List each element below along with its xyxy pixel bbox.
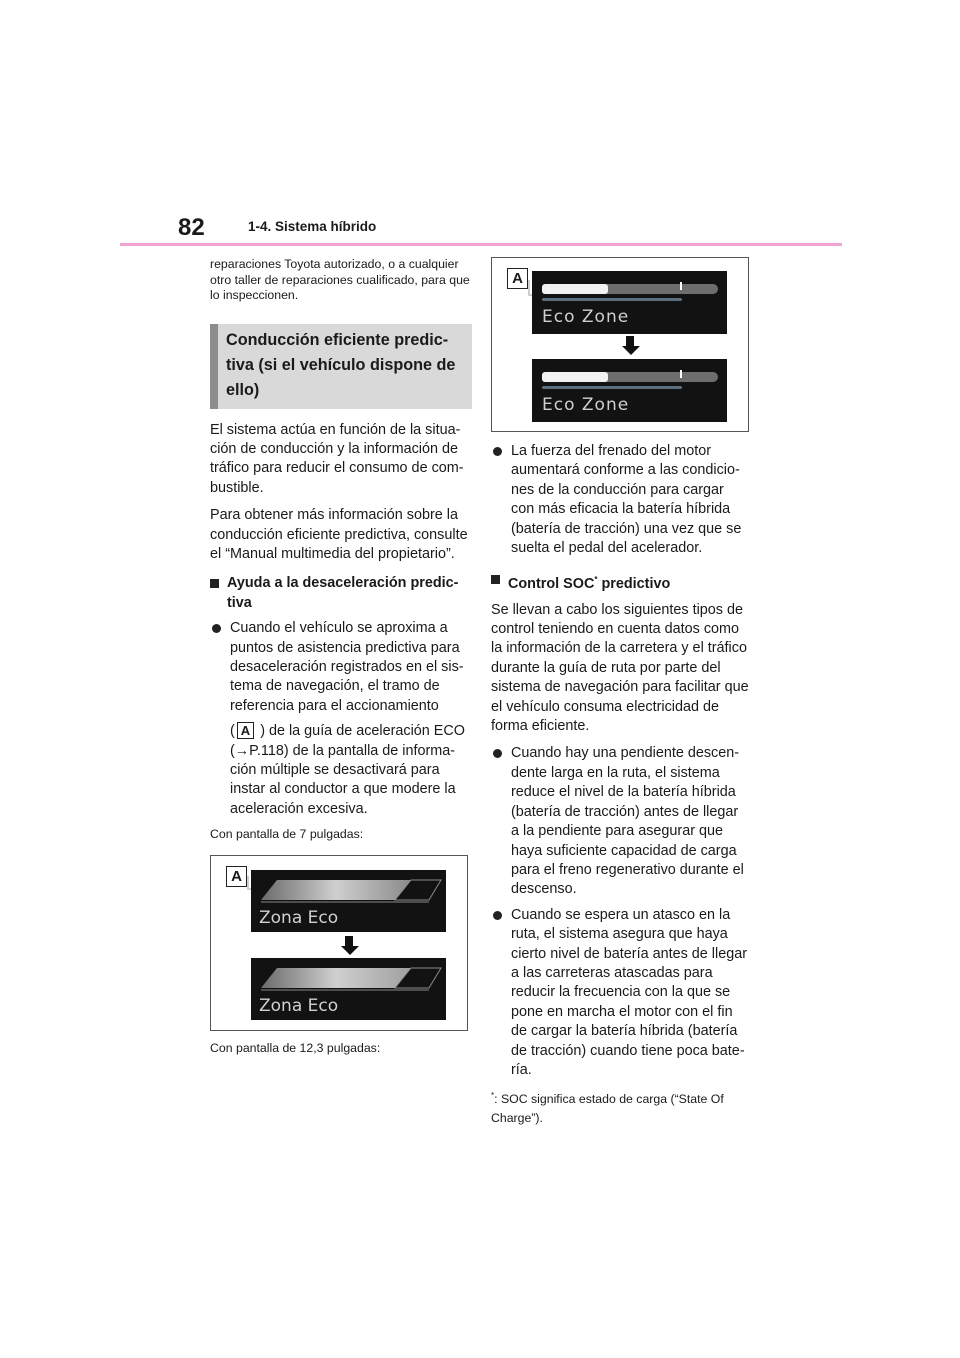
- subheading-soc: [491, 570, 749, 594]
- screen-after: [251, 958, 446, 1020]
- screen-text: Eco Zone: [542, 307, 630, 327]
- figure-label-a: A: [226, 866, 247, 887]
- square-bullet-icon: [491, 575, 500, 584]
- bullet-text-2: La fuerza del frenado del motor aumentará conforme a las condiciones de la conducción para cargar con más eficacia la batería híbrida (batería de tracción) una vez que se suelta el pedal del acelerador.: [511, 443, 742, 557]
- asterisk-mark: *: [594, 575, 598, 585]
- screen-before: [532, 271, 727, 334]
- paragraph-3: Se llevan a cabo los siguientes tipos de control teniendo en cuenta datos como la información de la carretera y el tráfico durante la guía de ruta por parte del sistema de navegación para facilitar que el vehículo consuma electricidad de forma eficiente.: [491, 601, 749, 735]
- bullet-text-1a: Cuando el vehículo se aproxima a puntos de asistencia predictiva para desaceleración registrados en el sistema de navegación, el tramo de referencia para el accionamiento: [230, 620, 464, 714]
- bullet-text-1b: ) de la guía de aceleración ECO (→P.118) de la pantalla de información múltiple se desactivará para instar al conductor a que modere la aceleración excesiva.: [230, 723, 465, 817]
- screen-after: [532, 359, 727, 422]
- page-number: 82: [178, 214, 205, 241]
- label-a-badge: A: [237, 722, 254, 739]
- figure-7in-display: [210, 855, 468, 1031]
- paragraph-2: Para obtener más información sobre la conducción eficiente predictiva, consulte el “Manual multimedia del propietario”.: [210, 507, 468, 562]
- screen-text: Eco Zone: [542, 395, 630, 415]
- footnote-mark: *: [491, 1091, 495, 1101]
- subheading-deceleration: [210, 574, 472, 613]
- left-column: [210, 257, 472, 1069]
- figure-label-a: A: [507, 268, 528, 289]
- figure-12in-display: [491, 257, 749, 432]
- subheading-text: Control SOC: [508, 576, 595, 593]
- callout-line: [528, 280, 530, 296]
- bullet-item: [491, 906, 749, 1081]
- screen-text: Zona Eco: [259, 908, 339, 929]
- footnote: [491, 1086, 749, 1128]
- down-arrow-icon: [622, 336, 638, 355]
- bullet-dot-icon: [493, 447, 502, 456]
- bullet-item: [210, 619, 472, 819]
- subheading-text: Ayuda a la desaceleración predictiva: [227, 575, 459, 611]
- down-arrow-icon: [341, 936, 357, 955]
- section-title: 1-4. Sistema híbrido: [248, 219, 377, 234]
- subheading-tail: predictivo: [597, 576, 671, 593]
- paren-open: (: [230, 723, 235, 740]
- callout-line: [247, 876, 249, 890]
- bullet-dot-icon: [493, 911, 502, 920]
- bullet-text-4: Cuando se espera un atasco en la ruta, el sistema asegura que haya cierto nivel de batería antes de llegar a las carreteras atascadas para reducir la frecuencia con la que se pone en marcha el motor con el fin de cargar la batería híbrida (batería de tracción) cuando tiene poca batería.: [511, 906, 747, 1078]
- header-rule: [120, 243, 842, 246]
- square-bullet-icon: [210, 579, 219, 588]
- bullet-dot-icon: [493, 749, 502, 758]
- bullet-item: [491, 442, 749, 558]
- screen-text: Zona Eco: [259, 996, 339, 1017]
- intro-text: reparaciones Toyota autorizado, o a cualquier otro taller de reparaciones cualificado, para que lo inspeccionen.: [210, 257, 470, 302]
- bullet-dot-icon: [212, 624, 221, 633]
- section-heading: Conducción eficiente predictiva (si el vehículo dispone de ello): [210, 324, 472, 409]
- footnote-text: : SOC significa estado de carga (“State Of Charge”).: [491, 1092, 724, 1126]
- caption-12in: Con pantalla de 12,3 pulgadas:: [210, 1041, 381, 1056]
- caption-7in: Con pantalla de 7 pulgadas:: [210, 827, 364, 842]
- paragraph-1: El sistema actúa en función de la situación de conducción y la información de tráfico para reducir el consumo de combustible.: [210, 421, 464, 496]
- bullet-item: [491, 744, 749, 899]
- bullet-text-3: Cuando hay una pendiente descendente larga en la ruta, el sistema reduce el nivel de la batería híbrida (batería de tracción) antes de llegar a la pendiente para asegurar que haya suficiente capacidad de carga para el freno regenerativo durante el descenso.: [511, 745, 744, 898]
- right-column: [491, 257, 749, 1128]
- screen-before: [251, 870, 446, 932]
